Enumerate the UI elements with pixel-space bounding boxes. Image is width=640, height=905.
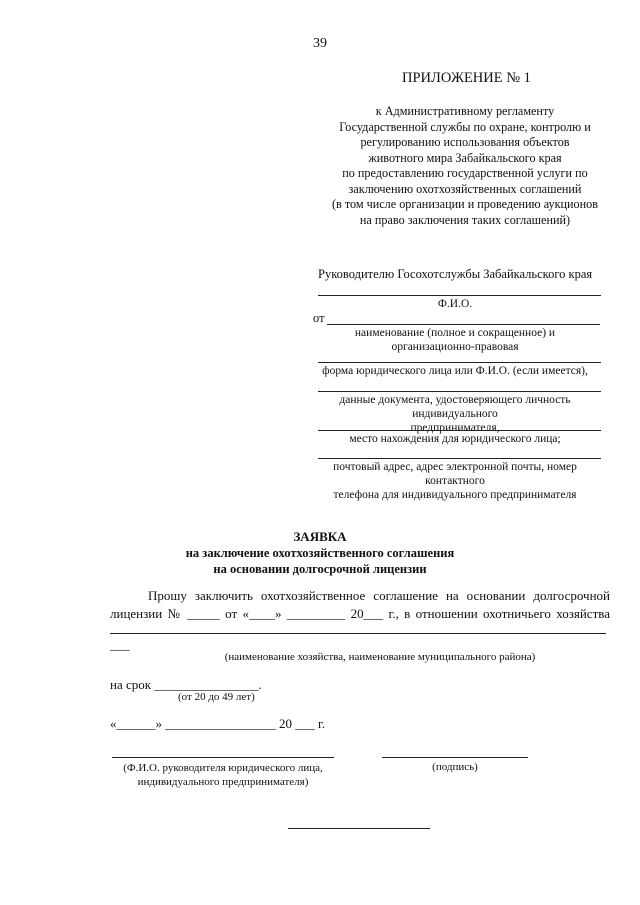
- location-line: [318, 430, 601, 431]
- request-paragraph: [110, 587, 610, 623]
- signer-caption-line: (Ф.И.О. руководителя юридического лица,: [123, 762, 323, 774]
- from-label: от: [313, 311, 325, 325]
- regulation-line: регулированию использования объектов: [360, 135, 570, 149]
- contact-caption-line: телефона для индивидуального предпринимателя: [333, 489, 577, 501]
- page-number: 39: [313, 36, 327, 51]
- signature-line: [382, 757, 528, 758]
- farm-line-end: ___: [110, 637, 130, 652]
- contact-line: [318, 458, 601, 459]
- term-field: на срок ________________.: [110, 677, 262, 692]
- term-caption: (от 20 до 49 лет): [178, 691, 255, 703]
- regulation-line: Государственной службы по охране, контролю и: [339, 119, 591, 134]
- regulation-line: (в том числе организации и проведению аукционов: [331, 197, 599, 211]
- name-caption-line: организационно-правовая: [391, 341, 519, 353]
- signer-caption-line: индивидуального предпринимателя): [137, 776, 309, 788]
- regulation-reference: [300, 104, 630, 228]
- regulation-line: заключению охотхозяйственных соглашений: [348, 181, 582, 196]
- regulation-line: по предоставлению государственной услуги по: [342, 166, 588, 180]
- request-subtitle: на заключение охотхозяйственного соглашения: [185, 546, 455, 560]
- fio-line: [318, 295, 601, 296]
- signer-caption: [112, 761, 334, 789]
- regulation-line: на право заключения таких соглашений): [359, 212, 571, 227]
- name-caption-line: наименование (полное и сокращенное) и: [354, 327, 556, 339]
- addressee: Руководителю Госохотслужбы Забайкальского края: [318, 267, 593, 281]
- document-caption: [305, 393, 605, 435]
- form-line: [318, 362, 601, 363]
- closing-divider: [288, 828, 430, 829]
- farm-caption: (наименование хозяйства, наименование муниципального района): [224, 651, 536, 663]
- document-caption-line: данные документа, удостоверяющего личность индивидуального: [339, 394, 571, 420]
- document-caption-line: предпринимателя,: [410, 422, 500, 434]
- name-signature-line: [112, 757, 334, 758]
- name-caption: [305, 326, 605, 354]
- regulation-line: животного мира Забайкальского края: [368, 150, 562, 165]
- regulation-line: к Административному регламенту: [375, 104, 555, 118]
- location-caption: место нахождения для юридического лица;: [349, 433, 561, 445]
- contact-caption-line: почтовый адрес, адрес электронной почты, номер контактного: [333, 461, 577, 487]
- form-caption: форма юридического лица или Ф.И.О. (если имеется),: [322, 365, 588, 377]
- request-text-line: Прошу заключить охотхозяйственное соглашение на основании долгосрочной: [148, 588, 610, 603]
- farm-line: [110, 633, 606, 634]
- from-line: [327, 324, 600, 325]
- document-line: [318, 391, 601, 392]
- request-title: ЗАЯВКА: [293, 529, 347, 544]
- date-field: «______» _________________ 20 ___ г.: [110, 716, 326, 731]
- contact-caption: [305, 460, 605, 502]
- request-subtitle: на основании долгосрочной лицензии: [213, 562, 427, 576]
- signature-caption: (подпись): [432, 761, 478, 773]
- appendix-title: ПРИЛОЖЕНИЕ № 1: [402, 70, 531, 86]
- request-text-line: лицензии № _____ от «____» _________ 20___ г., в отношении охотничьего хозяйства: [110, 606, 610, 621]
- fio-caption: Ф.И.О.: [437, 298, 473, 310]
